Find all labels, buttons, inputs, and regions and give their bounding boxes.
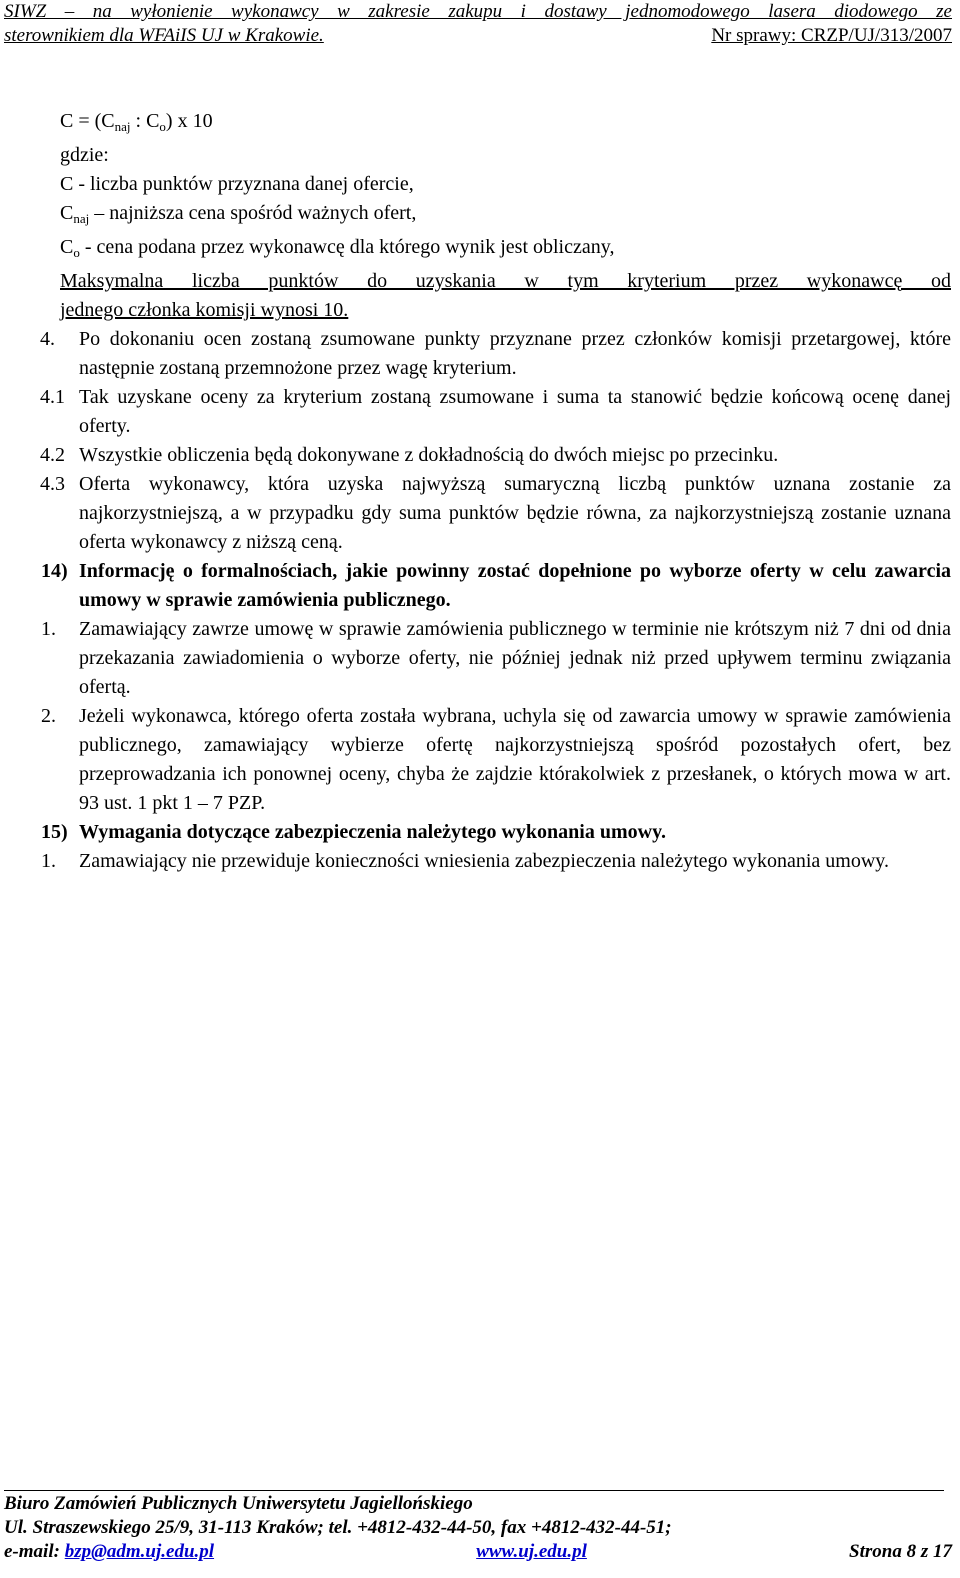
section-number: 15) (41, 821, 68, 843)
header-title-line2: sterownikiem dla WFAiIS UJ w Krakowie. (4, 25, 324, 46)
list-item (41, 847, 951, 876)
footer-email-label: e-mail: (4, 1541, 65, 1562)
max-points-line2: jednego członka komisji wynosi 10. (60, 299, 349, 321)
list-item-number: 4.1 (40, 386, 65, 408)
list-item-text: Oferta wykonawcy, która uzyska najwyższą sumaryczną liczbą punktów uznana zostanie za najkorzystniejszą, a w przypadku gdy suma punktów będzie równa, za najkorzystniejszą zostanie uznana oferta wykonawcy z niższą ceną. (79, 473, 951, 553)
document-body (40, 107, 951, 876)
list-item (40, 470, 951, 557)
case-number: Nr sprawy: CRZP/UJ/313/2007 (711, 25, 952, 46)
list-item-text: Zamawiający zawrze umowę w sprawie zamówienia publicznego w terminie nie krótszym niż 7 dni od dnia przekazania zawiadomienia o wyborze oferty, nie później jednak niż przed upływem terminu związania ofertą. (79, 618, 951, 698)
footer-contact-row (4, 1540, 952, 1564)
section-heading-15 (41, 818, 951, 847)
page-header (4, 0, 952, 48)
gdzie-label: gdzie: (60, 144, 109, 166)
email-link[interactable]: bzp@adm.uj.edu.pl (64, 1541, 215, 1562)
list-item-text: Jeżeli wykonawca, którego oferta została wybrana, uchyla się od zawarcia umowy w sprawie zamówienia publicznego, zamawiający wybierze ofertę najkorzystniejszą spośród pozostałych ofert, bez przeprowadzania ich ponownej oceny, chyba że zajdzie którakolwiek z przesłanek, o których mowa w art. 93 ust. 1 pkt 1 – 7 PZP. (79, 705, 951, 814)
footer-office-name: Biuro Zamówień Publicznych Uniwersytetu Jagiellońskiego (4, 1493, 473, 1514)
website-link[interactable]: www.uj.edu.pl (476, 1541, 587, 1562)
footer-address: Ul. Straszewskiego 25/9, 31-113 Kraków; tel. +4812-432-44-50, fax +4812-432-44-51; (4, 1517, 672, 1538)
footer-divider (4, 1490, 944, 1491)
section-title: Informację o formalnościach, jakie powinny zostać dopełnione po wyborze oferty w celu zawarcia umowy w sprawie zamówienia publicznego. (79, 560, 951, 611)
formula: $C = (C_{naj}$ : $C_o$) x 10 (60, 110, 213, 134)
list-item (41, 615, 951, 702)
list-item-number: 1. (41, 850, 56, 872)
list-item-text: Tak uzyskane oceny za kryterium zostaną zsumowane i suma ta stanowić będzie końcową ocenę danej oferty. (79, 386, 951, 437)
page-number: Strona 8 z 17 (849, 1541, 952, 1562)
definition-cnaj: $C_{naj}$ – najniższa cena spośród ważnych ofert, (60, 202, 417, 226)
header-title-line1: SIWZ – na wyłonienie wykonawcy w zakresie zakupu i dostawy jednomodowego lasera diodowego ze (4, 1, 952, 22)
section-title: Wymagania dotyczące zabezpieczenia należytego wykonania umowy. (79, 821, 666, 843)
list-item (40, 441, 951, 470)
list-item-number: 2. (41, 705, 56, 727)
list-item-text: Zamawiający nie przewiduje konieczności wniesienia zabezpieczenia należytego wykonania umowy. (79, 850, 890, 872)
list-item-number: 4. (40, 328, 55, 350)
section-heading-14 (41, 557, 951, 615)
list-item (41, 702, 951, 818)
list-item-text: Po dokonaniu ocen zostaną zsumowane punkty przyznane przez członków komisji przetargowej, które następnie zostaną przemnożone przez wagę kryterium. (79, 328, 951, 379)
list-item-number: 4.3 (40, 473, 65, 495)
list-item-number: 1. (41, 618, 56, 640)
list-item (40, 383, 951, 441)
definition-c: C - liczba punktów przyznana danej ofercie, (60, 173, 414, 195)
page-footer (4, 1492, 952, 1564)
header-line2 (4, 24, 952, 48)
max-points-line1: Maksymalna liczba punktów do uzyskania w tym kryterium przez wykonawcę od (60, 270, 951, 292)
footer-email-wrapper (4, 1540, 214, 1564)
list-item-number: 4.2 (40, 444, 65, 466)
definition-co: $C_o$ - cena podana przez wykonawcę dla którego wynik jest obliczany, (60, 236, 615, 260)
list-item-text: Wszystkie obliczenia będą dokonywane z dokładnością do dwóch miejsc po przecinku. (79, 444, 779, 466)
section-number: 14) (41, 560, 68, 582)
list-item (40, 325, 951, 383)
